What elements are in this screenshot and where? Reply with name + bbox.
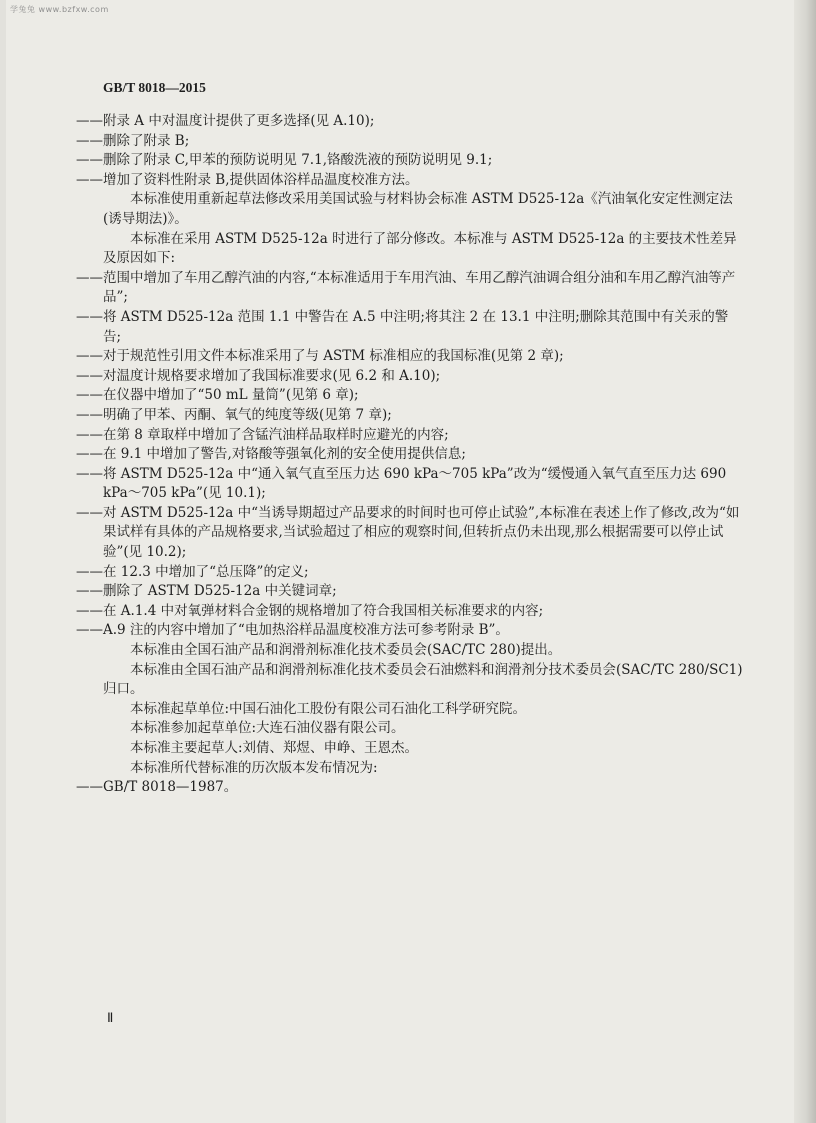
scan-edge-left	[0, 0, 6, 1123]
document-body	[76, 112, 743, 798]
paragraph: 本标准使用重新起草法修改采用美国试验与材料协会标准 ASTM D525-12a《汽油氧化安定性测定法(诱导期法)》。	[103, 191, 733, 227]
paragraph: 本标准起草单位:中国石油化工股份有限公司石油化工科学研究院。	[130, 700, 527, 717]
list-item: ——对温度计规格要求增加了我国标准要求(见 6.2 和 A.10);	[76, 367, 441, 384]
page-number: Ⅱ	[107, 1010, 114, 1025]
list-item: ——对 ASTM D525-12a 中“当诱导期超过产品要求的时间时也可停止试验”,本标准在表述上作了修改,改为“如果试样有具体的产品规格要求,当试验超过了相应的观察时间,但转折点仍未出现,那么根据需要可以停止试验”(见 10.2);	[76, 504, 740, 561]
watermark: 学兔兔 www.bzfxw.com	[10, 5, 109, 14]
paragraph: 本标准在采用 ASTM D525-12a 时进行了部分修改。本标准与 ASTM D525-12a 的主要技术性差异及原因如下:	[103, 230, 737, 267]
list-item: ——明确了甲苯、丙酮、氧气的纯度等级(见第 7 章);	[76, 406, 392, 423]
list-item: ——附录 A 中对温度计提供了更多选择(见 A.10);	[76, 113, 375, 129]
list-item: ——将 ASTM D525-12a 中“通入氧气直至压力达 690 kPa～705 kPa”改为“缓慢通入氧气直至压力达 690 kPa～705 kPa”(见 10.1);	[76, 465, 727, 502]
paragraph: 本标准由全国石油产品和润滑剂标准化技术委员会(SAC/TC 280)提出。	[130, 642, 562, 659]
list-item: ——在第 8 章取样中增加了含锰汽油样品取样时应避光的内容;	[76, 426, 449, 443]
list-item: ——A.9 注的内容中增加了“电加热浴样品温度校准方法可参考附录 B”。	[76, 622, 509, 639]
list-item: ——对于规范性引用文件本标准采用了与 ASTM 标准相应的我国标准(见第 2 章);	[76, 348, 564, 365]
list-item: ——在 9.1 中增加了警告,对铬酸等强氧化剂的安全使用提供信息;	[76, 446, 466, 463]
paragraph: 本标准主要起草人:刘倩、郑煜、申峥、王恩杰。	[130, 740, 419, 756]
document-code: GB/T 8018—2015	[103, 80, 206, 95]
list-item: ——删除了 ASTM D525-12a 中关键词章;	[76, 583, 337, 600]
paragraph: 本标准由全国石油产品和润滑剂标准化技术委员会石油燃料和润滑剂分技术委员会(SAC/TC 280/SC1)归口。	[103, 661, 743, 698]
list-item: ——在 A.1.4 中对氧弹材料合金钢的规格增加了符合我国相关标准要求的内容;	[76, 602, 544, 619]
list-item: ——增加了资料性附录 B,提供固体浴样品温度校准方法。	[76, 171, 419, 188]
list-item: ——GB/T 8018—1987。	[76, 779, 238, 796]
list-item: ——范围中增加了车用乙醇汽油的内容,“本标准适用于车用汽油、车用乙醇汽油调合组分油和车用乙醇汽油等产品”;	[76, 269, 736, 306]
scan-edge-right	[794, 0, 816, 1123]
paragraph: 本标准参加起草单位:大连石油仪器有限公司。	[130, 720, 405, 737]
list-item: ——将 ASTM D525-12a 范围 1.1 中警告在 A.5 中注明;将其注 2 在 13.1 中注明;删除其范围中有关汞的警告;	[76, 308, 729, 345]
list-item: ——在仪器中增加了“50 mL 量筒”(见第 6 章);	[76, 387, 359, 404]
list-item: ——在 12.3 中增加了“总压降”的定义;	[76, 563, 309, 580]
list-item: ——删除了附录 C,甲苯的预防说明见 7.1,铬酸洗液的预防说明见 9.1;	[76, 152, 493, 169]
paragraph: 本标准所代替标准的历次版本发布情况为:	[130, 759, 378, 776]
list-item: ——删除了附录 B;	[76, 132, 190, 149]
